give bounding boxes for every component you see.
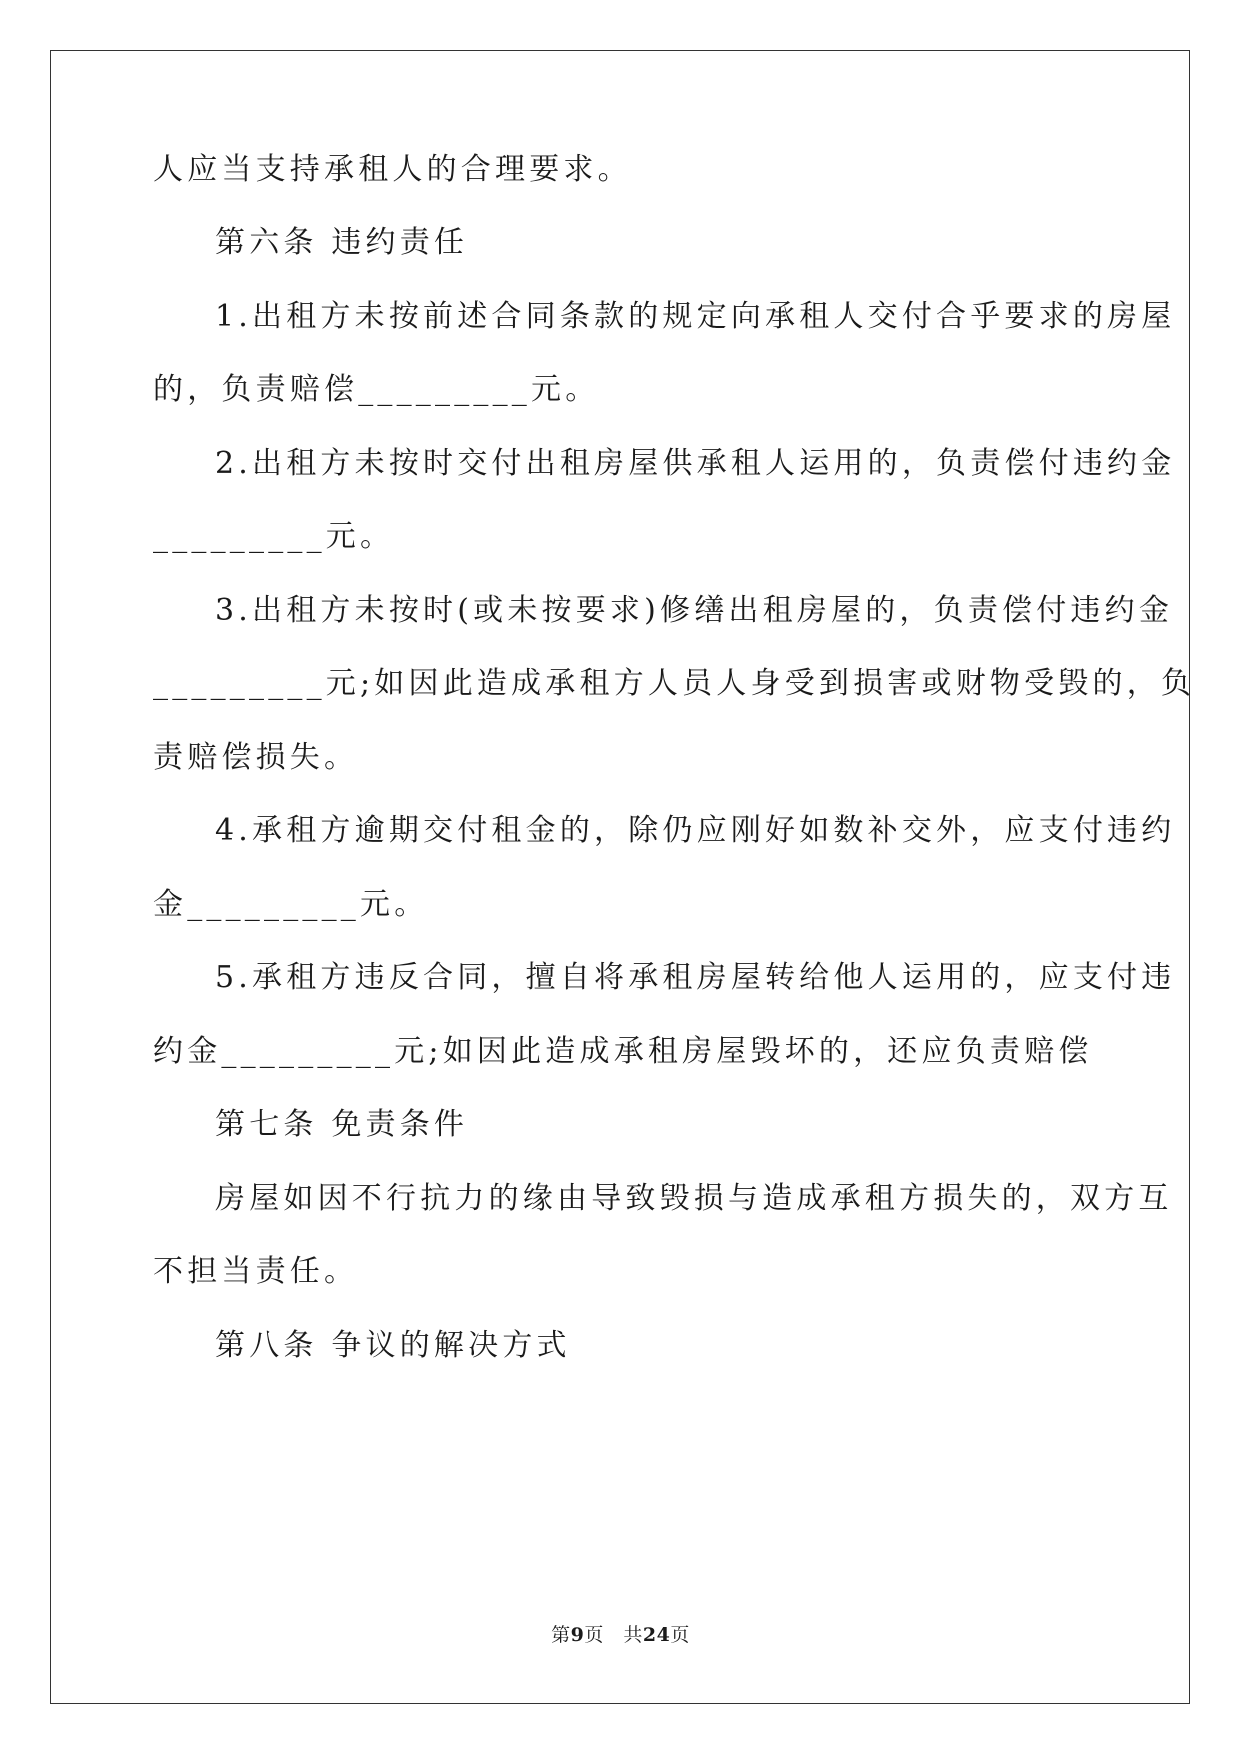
paragraph-line: 4.承租方逾期交付租金的，除仍应刚好如数补交外，应支付违约 xyxy=(215,813,1176,848)
paragraph-line: 2.出租方未按时交付出租房屋供承租人运用的，负责偿付违约金 xyxy=(215,446,1176,481)
article-heading: 第六条 违约责任 xyxy=(215,225,469,260)
paragraph-line: 不担当责任。 xyxy=(153,1254,359,1289)
current-page-number: 9 xyxy=(570,1624,585,1646)
paragraph-line: 人应当支持承租人的合理要求。 xyxy=(153,152,632,187)
paragraph-line: _________元;如因此造成承租方人员人身受到损害或财物受毁的，负 xyxy=(153,666,1196,701)
paragraph-line: 房屋如因不行抗力的缘由导致毁损与造成承租方损失的，双方互 xyxy=(215,1181,1173,1216)
footer-prefix: 第 xyxy=(551,1624,571,1646)
paragraph-line: 责赔偿损失。 xyxy=(153,740,359,775)
article-heading: 第八条 争议的解决方式 xyxy=(215,1328,571,1363)
paragraph-line: _________元。 xyxy=(153,519,395,554)
paragraph-line: 5.承租方违反合同，擅自将承租房屋转给他人运用的，应支付违 xyxy=(215,960,1176,995)
footer-suffix: 页 xyxy=(670,1624,690,1646)
total-page-count: 24 xyxy=(642,1624,671,1646)
paragraph-line: 1.出租方未按前述合同条款的规定向承租人交付合乎要求的房屋 xyxy=(215,299,1176,334)
page-footer xyxy=(0,1623,1241,1647)
paragraph-line: 金_________元。 xyxy=(153,887,429,922)
footer-mid: 页 共 xyxy=(584,1624,643,1646)
paragraph-line: 3.出租方未按时(或未按要求)修缮出租房屋的，负责偿付违约金 xyxy=(215,593,1174,628)
article-heading: 第七条 免责条件 xyxy=(215,1107,469,1142)
paragraph-line: 约金_________元;如因此造成承租房屋毁坏的，还应负责赔偿 xyxy=(153,1034,1093,1069)
paragraph-line: 的，负责赔偿_________元。 xyxy=(153,372,600,407)
